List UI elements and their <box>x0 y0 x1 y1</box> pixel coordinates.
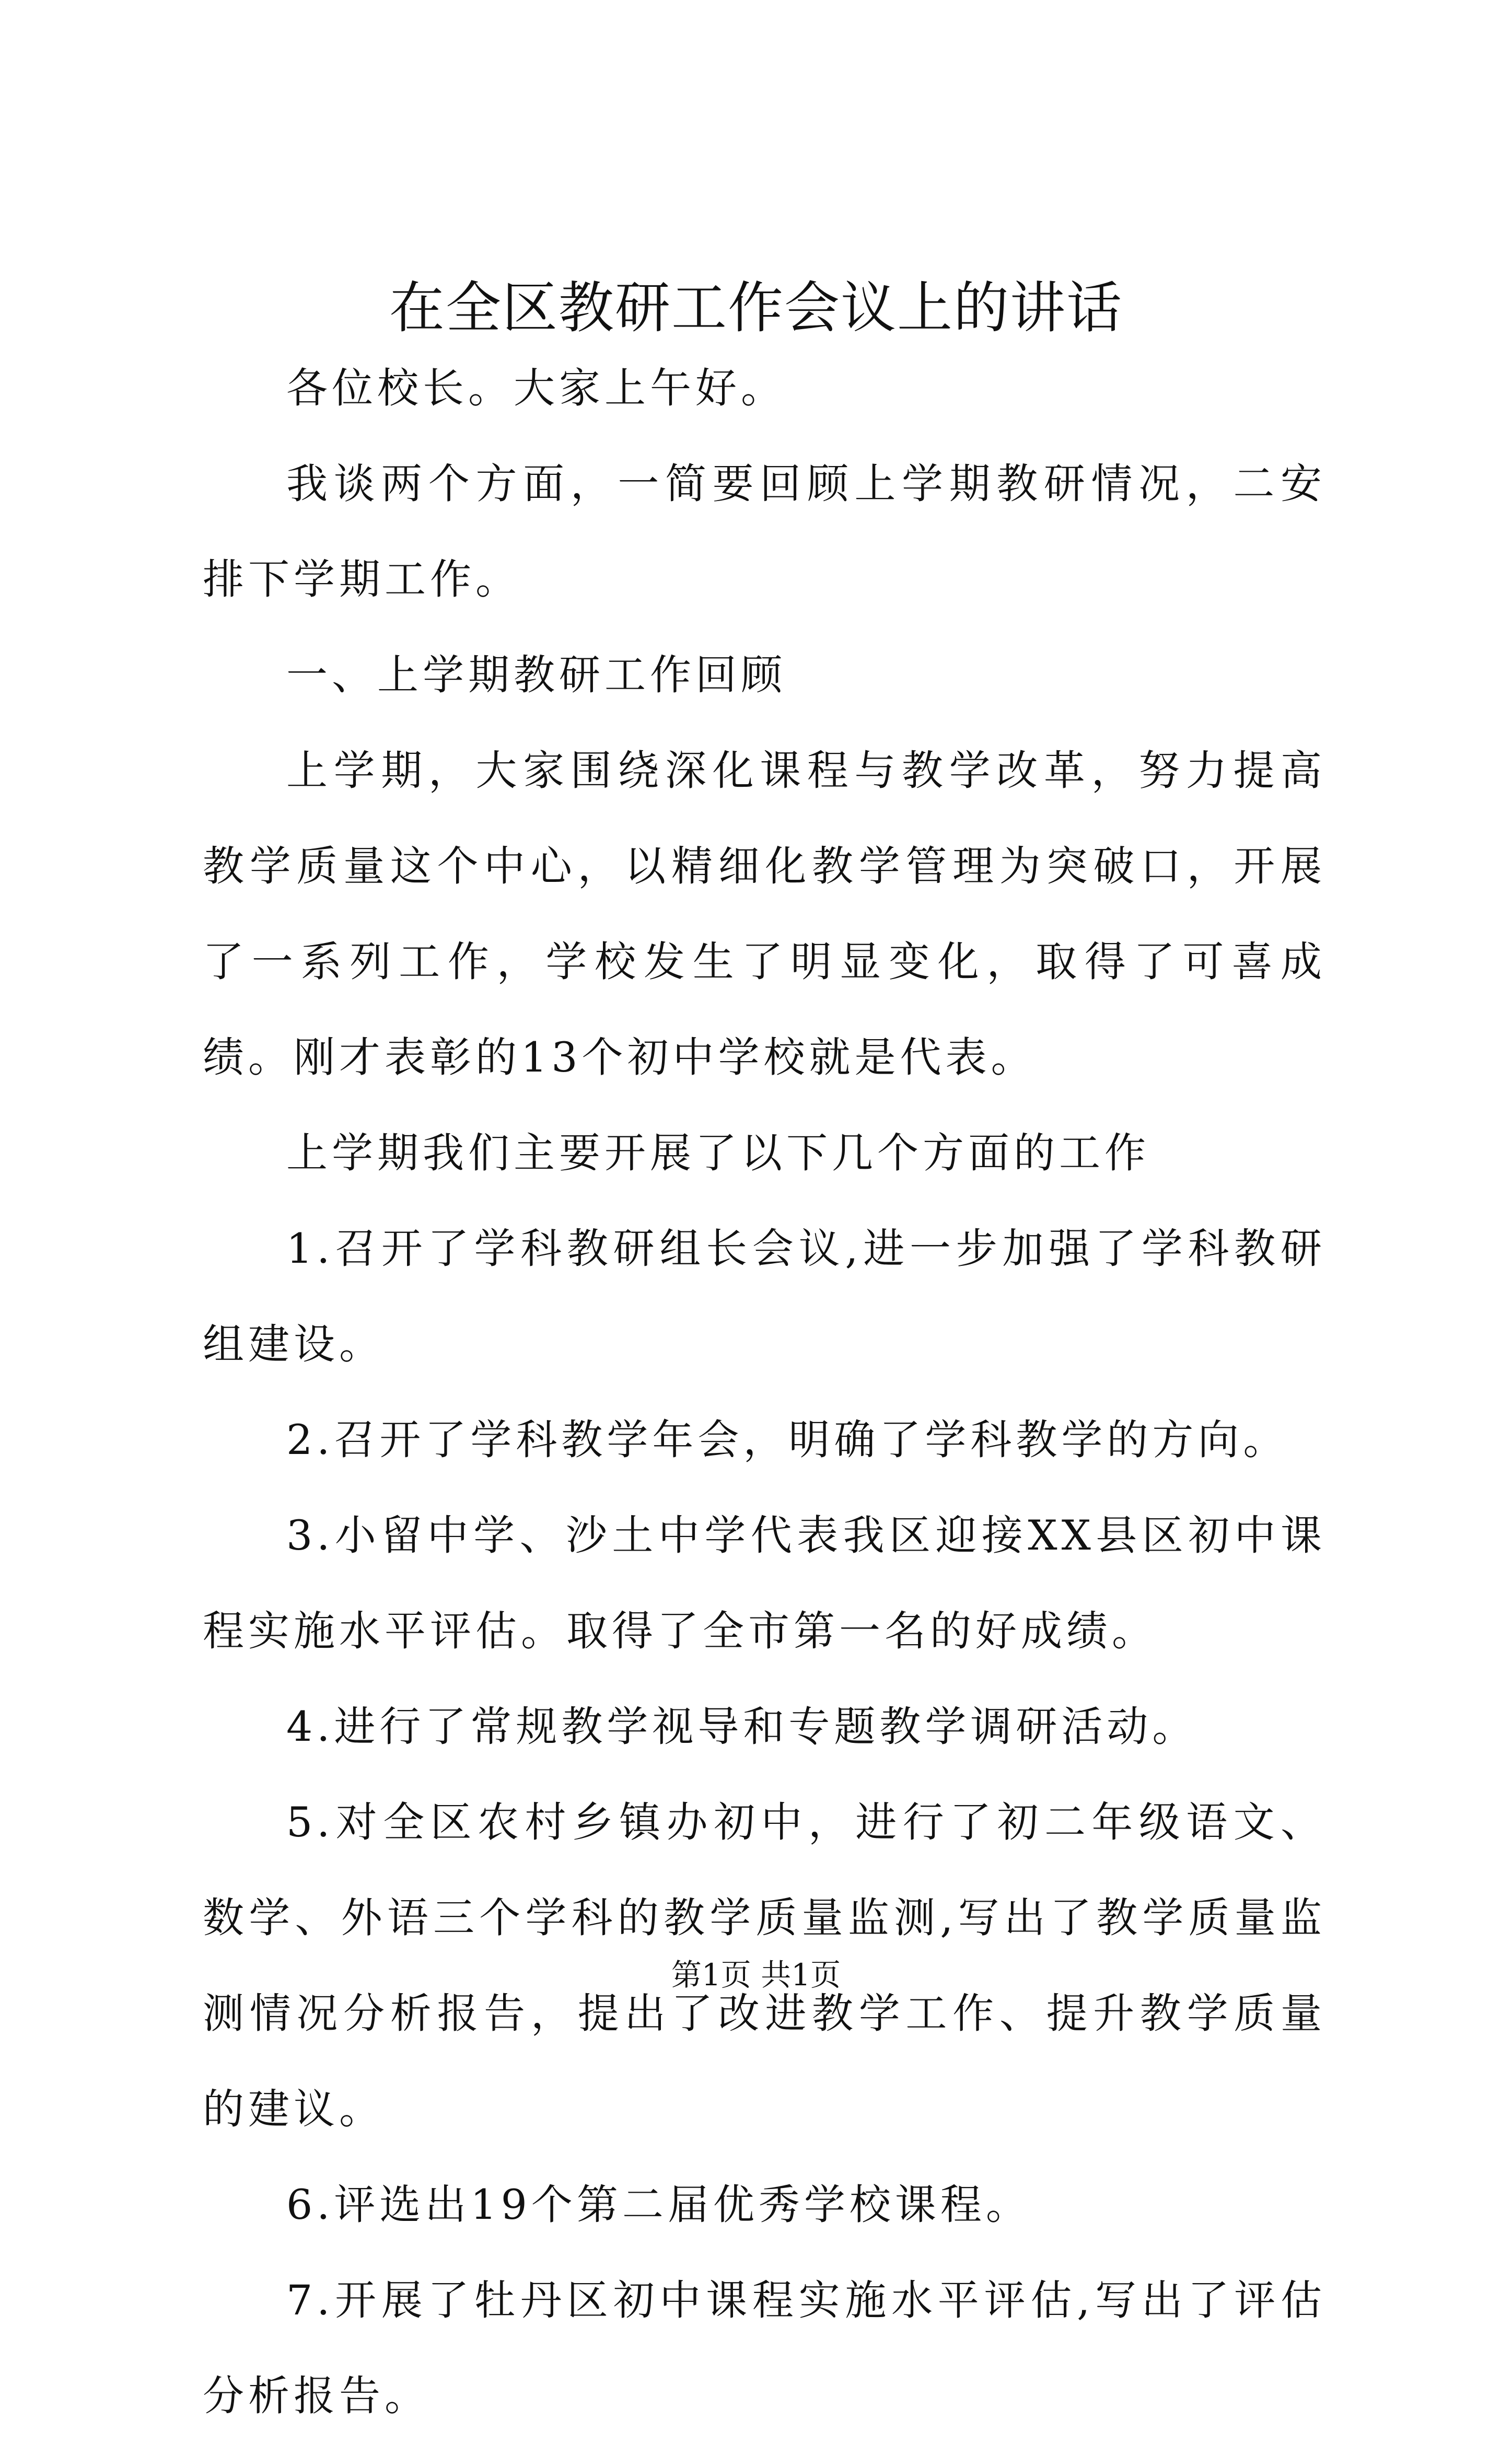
paragraph-greeting: 各位校长。大家上午好。 <box>286 364 786 412</box>
paragraph-work-list-intro: 上学期我们主要开展了以下几个方面的工作 <box>286 1129 1150 1177</box>
document-body <box>203 341 1326 2444</box>
section-heading-review: 一、上学期教研工作回顾 <box>286 651 786 699</box>
paragraph-intro: 我谈两个方面，一简要回顾上学期教研情况，二安排下学期工作。 <box>203 460 1326 603</box>
list-item-2: 2.召开了学科教学年会，明确了学科教学的方向。 <box>286 1416 1289 1464</box>
page-footer: 第1页 共1页 <box>671 1957 841 1993</box>
list-item-4: 4.进行了常规教学视导和专题教学调研活动。 <box>286 1703 1198 1751</box>
list-item-5: 5.对全区农村乡镇办初中，进行了初二年级语文、数学、外语三个学科的教学质量监测,写出了教学质量监测情况分析报告，提出了改进教学工作、提升教学质量的建议。 <box>203 1798 1326 2133</box>
list-item-6: 6.评选出19个第二届优秀学校课程。 <box>286 2181 1031 2229</box>
list-item-7: 7.开展了牡丹区初中课程实施水平评估,写出了评估分析报告。 <box>203 2276 1326 2420</box>
document-title: 在全区教研工作会议上的讲话 <box>389 276 1123 340</box>
list-item-1: 1.召开了学科教研组长会议,进一步加强了学科教研组建设。 <box>203 1225 1326 1368</box>
list-item-3: 3.小留中学、沙土中学代表我区迎接XX县区初中课程实施水平评估。取得了全市第一名的好成绩。 <box>203 1511 1326 1655</box>
paragraph-review: 上学期，大家围绕深化课程与教学改革，努力提高教学质量这个中心，以精细化教学管理为突破口，开展了一系列工作，学校发生了明显变化，取得了可喜成绩。刚才表彰的13个初中学校就是代表。 <box>203 747 1326 1081</box>
